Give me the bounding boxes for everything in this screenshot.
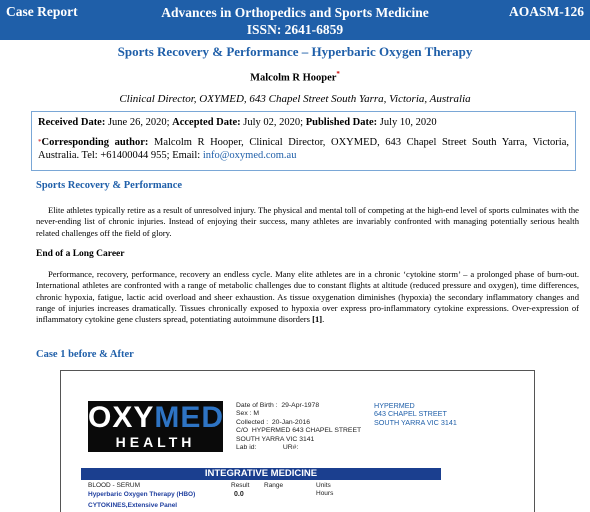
col-result: Result: [231, 482, 250, 489]
journal-issn: ISSN: 2641-6859: [246, 22, 344, 37]
section-heading-recovery: Sports Recovery & Performance: [36, 180, 183, 191]
received-date: June 26, 2020;: [107, 117, 170, 128]
corr-mark: *: [38, 138, 42, 146]
logo-wordmark: [88, 402, 223, 434]
clinic-address: HYPERMED 643 CHAPEL STREET SOUTH YARRA VIC 3141: [374, 401, 457, 427]
test-name: Hyperbaric Oxygen Therapy (HBO): [88, 491, 196, 498]
paragraph-text: Elite athletes typically retire as a result of unresolved injury. The physical and mental toll of competing at the high-end level of sports culminates with the never-ending list of chronic injuries. Instead of enjoying their success, many athletes are invariably confronted with managing potentially serious health related challenges off the field of glory.: [36, 205, 579, 238]
article-title: Sports Recovery & Performance – Hyperbaric Oxygen Therapy: [117, 44, 473, 59]
section-paragraph-recovery: [36, 205, 579, 239]
logo-oxy: OXY: [88, 401, 155, 434]
author-line: [0, 70, 590, 84]
corresponding-author: [38, 136, 569, 162]
corr-text: Malcolm R Hooper, Clinical Director, OXYMED, 643 Chapel Street South Yarra, Victoria, Australia. Tel: +61400044 955; Email:: [38, 137, 569, 161]
journal-banner: [0, 0, 590, 40]
published-label: Published Date:: [305, 117, 378, 128]
col-hours: Hours: [316, 490, 334, 497]
section-bar: INTEGRATIVE MEDICINE: [81, 468, 441, 480]
col-units: Units: [316, 482, 331, 489]
article-type: Case Report: [6, 4, 78, 19]
article-code: AOASM-126: [509, 4, 584, 19]
author-affiliation: Clinical Director, OXYMED, 643 Chapel Street South Yarra, Victoria, Australia: [119, 93, 471, 105]
author-name: Malcolm R Hooper: [250, 72, 337, 84]
logo-med: MED: [154, 401, 225, 434]
article-info-box: [31, 111, 576, 171]
col-blood: BLOOD - SERUM: [88, 482, 141, 489]
email-link[interactable]: info@oxymed.com.au: [202, 150, 297, 161]
section-heading-case1: Case 1 before & After: [36, 349, 134, 360]
published-date: July 10, 2020: [379, 117, 437, 128]
citation-link[interactable]: [1]: [312, 314, 323, 325]
test-value: 0.0: [234, 491, 244, 498]
paragraph-end: .: [322, 314, 325, 325]
received-label: Received Date:: [38, 117, 106, 128]
article-dates: [38, 115, 569, 130]
journal-title-block: [0, 4, 590, 38]
panel-name: CYTOKINES,Extensive Panel: [88, 502, 178, 509]
corr-label: Corresponding author:: [41, 137, 149, 148]
col-range: Range: [264, 482, 284, 489]
journal-name: Advances in Orthopedics and Sports Medicine: [161, 5, 429, 20]
accepted-date: July 02, 2020;: [243, 117, 304, 128]
section-paragraph-career: [36, 269, 579, 325]
paragraph-text: Performance, recovery, performance, recovery an endless cycle. Many elite athletes are in a chronic ‘cytokine storm’ – a prolonged phase of burn-out. International athletes are confronted with a range of metabolic challenges due to constant flights at altitude (reduced pressure and oxygen), time differences, chronic hypoxia, fatigue, lactic acid overload and sheer exhaustion. As tissue oxygenation diminishes (hypoxia) the secondary inflammatory changes and range of injuries increases dramatically. Tissues chronically exposed to hypoxia over express pro-inflammatory cytokine expressions. Over-expression of inflammatory cytokine gene clusters spread, potentiating autoimmune disorders: [36, 269, 579, 325]
logo-health: HEALTH: [115, 434, 196, 450]
lab-report-figure: [60, 370, 535, 512]
section-heading-career: End of a Long Career: [36, 249, 125, 259]
patient-info: Date of Birth : 29-Apr-1978 Sex : M Collected : 20-Jan-2016 C/O HYPERMED 643 CHAPEL STREET SOUTH YARRA VIC 3141 Lab id: UR#:: [236, 402, 362, 452]
accepted-label: Accepted Date:: [172, 117, 241, 128]
oxymed-health-logo: [88, 401, 223, 452]
author-mark: *: [336, 70, 340, 78]
